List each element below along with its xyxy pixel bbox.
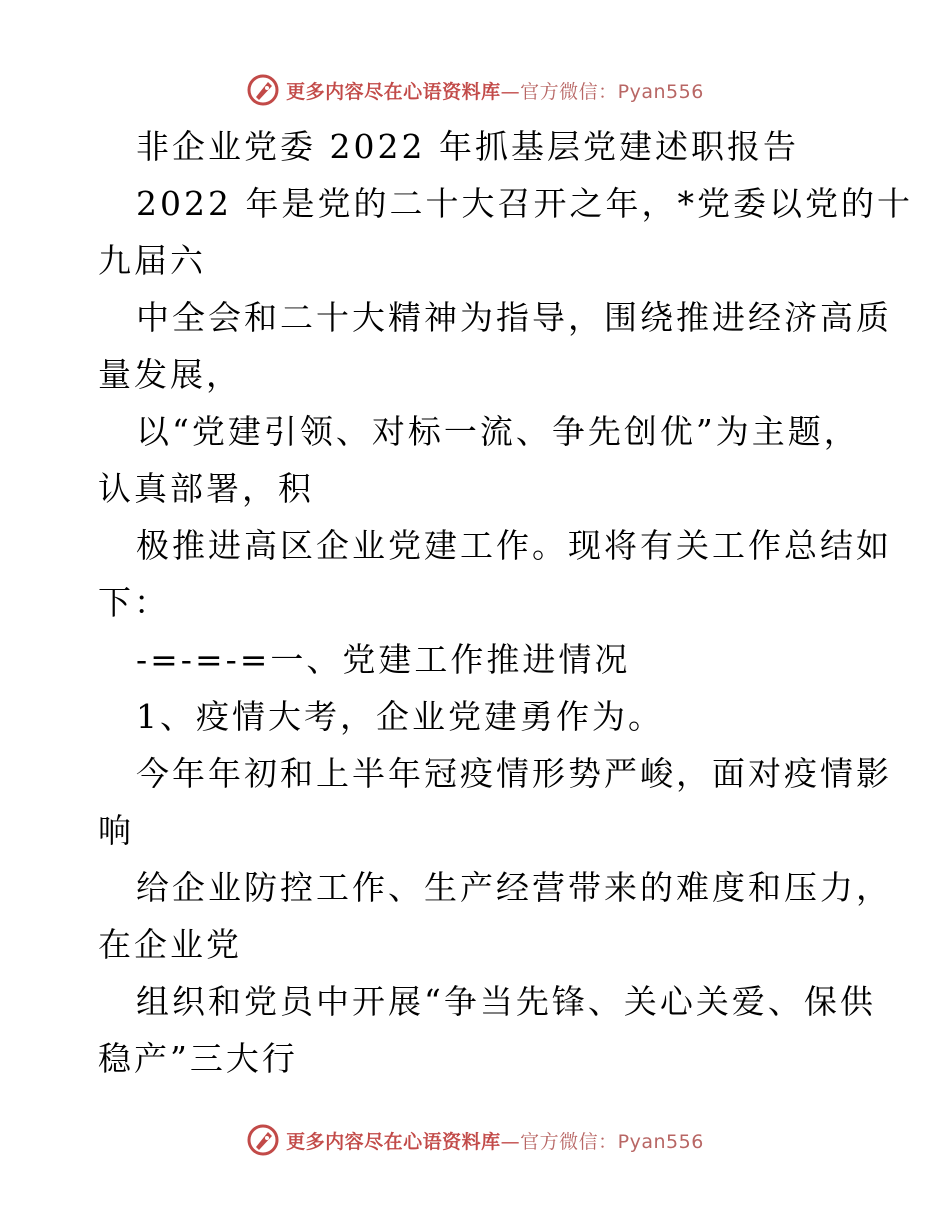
banner-text	[286, 77, 704, 104]
banner-separator: —	[500, 1130, 521, 1153]
paragraph-line: 下：	[98, 583, 170, 622]
banner-brand: 更多内容尽在心语资料库	[286, 1130, 501, 1153]
banner-text	[286, 1127, 704, 1154]
section-heading: -=-=-=一、党建工作推进情况	[136, 640, 631, 679]
banner-wechat: 官方微信：Pyan556	[520, 80, 704, 103]
banner-wechat: 官方微信：Pyan556	[520, 1130, 704, 1153]
paragraph-line: 响	[98, 811, 134, 850]
paragraph-line: 给企业防控工作、生产经营带来的难度和压力，	[136, 868, 892, 907]
pen-nib-seal-icon	[246, 73, 280, 107]
pen-nib-seal-icon	[246, 1123, 280, 1157]
paragraph-line: 以“党建引领、对标一流、争先创优”为主题，	[136, 412, 860, 451]
paragraph-line: 在企业党	[98, 925, 242, 964]
banner-brand: 更多内容尽在心语资料库	[286, 80, 501, 103]
paragraph-line: 量发展，	[98, 355, 242, 394]
paragraph-line: 组织和党员中开展“争当先锋、关心关爱、保供	[136, 982, 876, 1021]
paragraph-line: 2022 年是党的二十大召开之年，*党委以党的十	[136, 184, 913, 223]
footer-banner	[0, 1118, 950, 1162]
paragraph-line: 中全会和二十大精神为指导，围绕推进经济高质	[136, 298, 892, 337]
paragraph-line: 认真部署，积	[98, 469, 314, 508]
banner-separator: —	[500, 80, 521, 103]
paragraph-line: 今年年初和上半年冠疫情形势严峻，面对疫情影	[136, 754, 892, 793]
paragraph-line: 稳产”三大行	[98, 1039, 298, 1078]
paragraph-line: 九届六	[98, 241, 206, 280]
header-banner	[0, 68, 950, 112]
subsection-heading: 1、疫情大考，企业党建勇作为。	[136, 697, 664, 736]
paragraph-line: 极推进高区企业党建工作。现将有关工作总结如	[136, 526, 892, 565]
document-title: 非企业党委 2022 年抓基层党建述职报告	[136, 127, 799, 166]
document-body	[98, 118, 913, 1087]
